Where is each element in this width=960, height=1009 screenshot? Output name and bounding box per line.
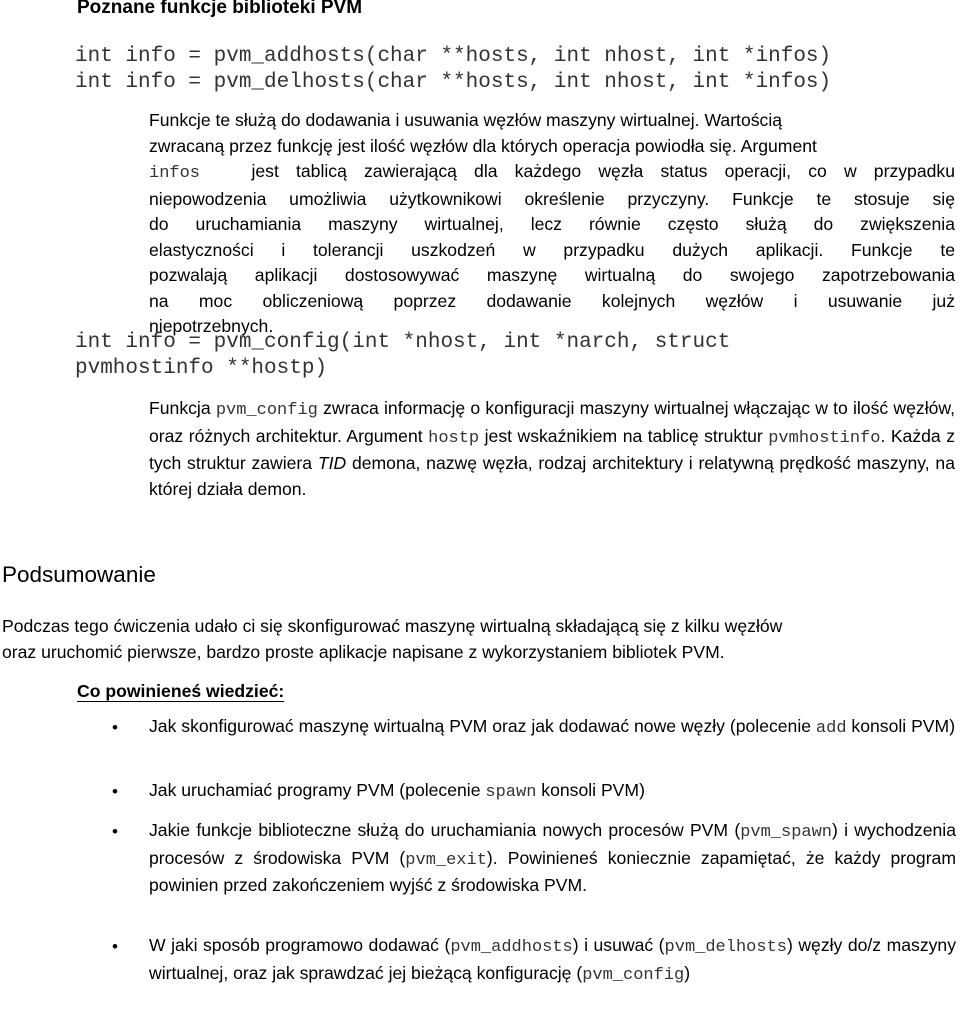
code-hostp: hostp — [428, 428, 480, 448]
code-pvmhostinfo: pvmhostinfo — [768, 428, 881, 448]
code-spawn: spawn — [485, 783, 537, 802]
list-item — [149, 778, 956, 806]
para2-text: demona, nazwę węzła, rodzaj architektury i relatywną prędkość maszyny, na której działa demon. — [149, 453, 955, 499]
para1-line: niepowodzenia umożliwia użytkownikowi określenie przyczyny. Funkcje te stosuje się — [149, 188, 955, 209]
summary-heading: Podsumowanie — [2, 562, 156, 587]
code-pvm-addhosts: pvm_addhosts — [450, 938, 573, 957]
para2-text: Funkcja — [149, 398, 216, 418]
subheading-text: Co powinieneś wiedzieć: — [77, 681, 285, 701]
bullet-icon: • — [112, 822, 118, 841]
code-pvm-delhosts: pvm_delhosts — [664, 938, 787, 957]
para1-line: zwracaną przez funkcję jest ilość węzłów dla których operacja powiodła się. Argument — [149, 135, 817, 156]
summary-paragraph — [2, 614, 958, 665]
para1-line: pozwalają aplikacji dostosowywać maszynę wirtualną do swojego zapotrzebowania — [149, 265, 955, 285]
code-pvm-spawn: pvm_spawn — [740, 823, 833, 842]
list-item-text: Jak skonfigurować maszynę wirtualną PVM oraz jak dodawać nowe węzły (polecenie — [149, 716, 816, 736]
bullet-icon: • — [112, 718, 118, 737]
list-item-text: konsoli PVM) — [536, 780, 645, 800]
section-title: Poznane funkcje biblioteki PVM — [77, 0, 363, 18]
para1-line: niepotrzebnych. — [149, 316, 274, 336]
para2-text: . Każda z tych struktur zawiera — [149, 425, 955, 473]
list-item — [149, 714, 956, 742]
code-pvm-config: pvm_config — [215, 401, 318, 420]
para1-line — [149, 159, 955, 187]
para1-line: do uruchamiania maszyny wirtualnej, lecz równie często służą do zwiększenia — [149, 214, 955, 234]
list-item-text: konsoli PVM) — [846, 716, 956, 736]
bullet-icon: • — [112, 937, 118, 956]
code-pvm-config-line2: pvmhostinfo **hostp) — [75, 357, 328, 380]
list-item-text: Jak uruchamiać programy PVM (polecenie — [149, 780, 486, 800]
paragraph-config-description — [149, 396, 955, 502]
para1-line: na moc obliczeniową poprzez dodawanie kolejnych węzłów i usuwanie już — [149, 290, 955, 311]
bullet-icon: • — [112, 782, 118, 801]
list-item-text: ) węzły do/z maszyny wirtualnej, oraz jak sprawdzać jej bieżącą konfigurację ( — [149, 935, 956, 983]
list-item — [149, 818, 956, 899]
list-item-text: W jaki sposób programowo dodawać ( — [149, 935, 451, 955]
code-add: add — [815, 719, 847, 738]
code-pvm-config: pvm_config — [582, 965, 685, 985]
list-item-text: ) — [684, 962, 691, 983]
para1-line3-text: jest tablicą zawierającą dla każdego węzła status operacji, co w przypadku — [251, 161, 955, 181]
para1-line: Funkcje te służą do dodawania i usuwania węzłów maszyny wirtualnej. Wartością — [149, 110, 783, 130]
code-pvm-exit: pvm_exit — [405, 850, 487, 870]
list-item-text: Jakie funkcje biblioteczne służą do uruchamiania nowych procesów PVM ( — [149, 820, 741, 840]
summary-line: Podczas tego ćwiczenia udało ci się skonfigurować maszynę wirtualną składającą się z kilku węzłów — [2, 616, 783, 636]
code-pvm-addhosts: int info = pvm_addhosts(char **hosts, int nhost, int *infos) — [75, 45, 832, 68]
list-item-text: ) i usuwać ( — [572, 935, 665, 955]
code-infos: infos — [149, 164, 201, 183]
italic-tid: TID — [317, 453, 347, 473]
list-item — [149, 933, 956, 988]
code-pvm-delhosts: int info = pvm_delhosts(char **hosts, int nhost, int *infos) — [75, 71, 832, 94]
para2-text: jest wskaźnikiem na tablicę struktur — [479, 425, 769, 446]
list-item-text: ) i wychodzenia procesów z środowiska PVM ( — [149, 820, 956, 868]
list-item-text: ). Powinieneś koniecznie zapamiętać, że każdy program powinien przed zakończeniem wyjść z środowiska PVM. — [149, 847, 956, 895]
paragraph-addhosts-description — [149, 108, 955, 340]
code-pvm-config-line1: int info = pvm_config(int *nhost, int *narch, struct — [75, 331, 731, 354]
summary-line: oraz uruchomić pierwsze, bardzo proste aplikacje napisane z wykorzystaniem bibliotek PVM. — [2, 641, 725, 662]
what-you-should-know-heading — [77, 679, 284, 703]
para1-line: elastyczności i tolerancji uszkodzeń w przypadku dużych aplikacji. Funkcje te — [149, 239, 955, 260]
para2-text: zwraca informację o konfiguracji maszyny wirtualnej włączając w to ilość węzłów, oraz różnych architektur. Argument — [149, 398, 956, 446]
